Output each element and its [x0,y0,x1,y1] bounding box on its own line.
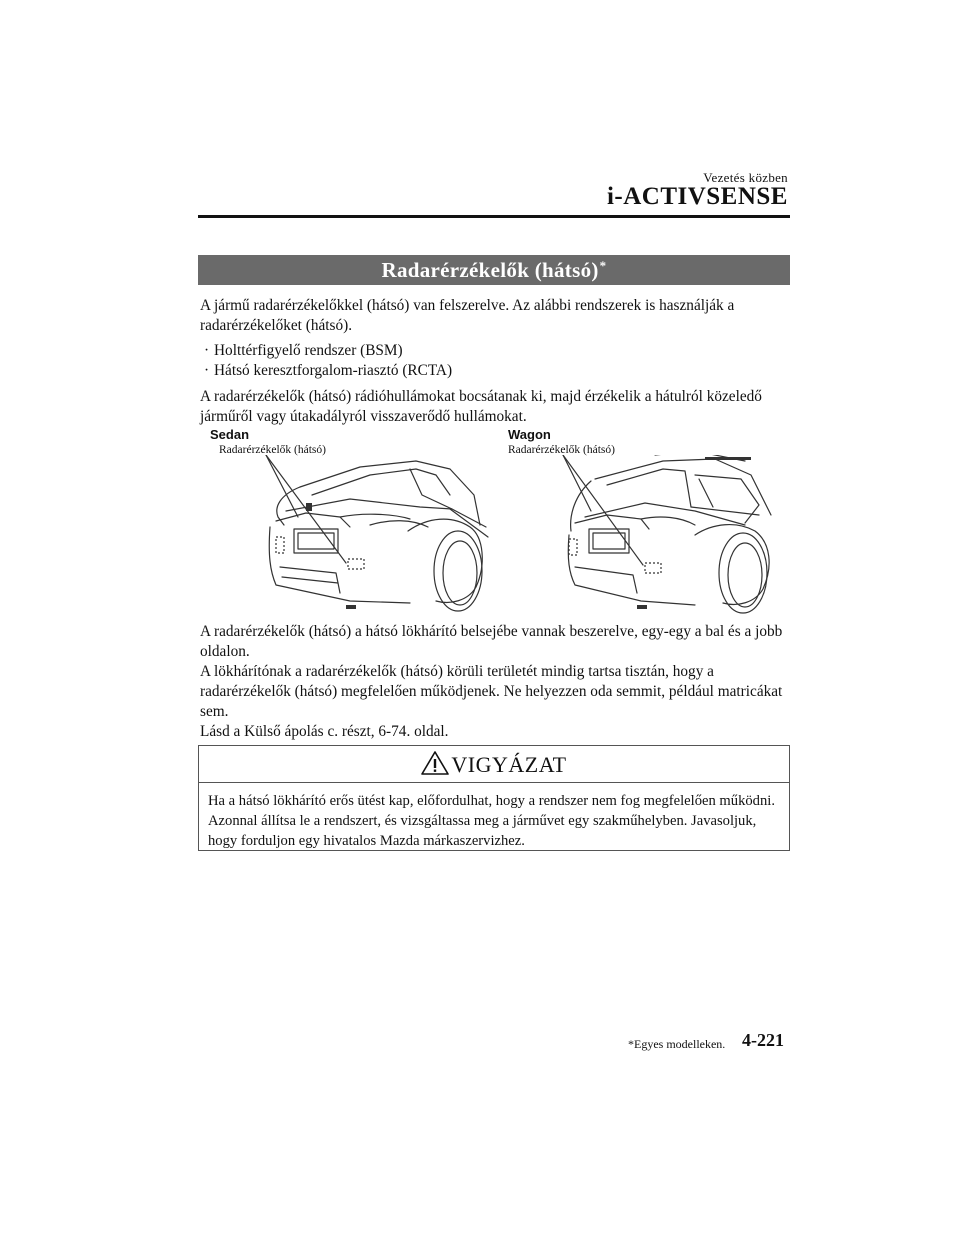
description-paragraph: A radarérzékelők (hátsó) rádióhullámokat bocsátanak ki, majd érzékelik a hátulról közeledő járműről vagy útakadályról visszaverődő hullámokat. [200,388,762,425]
installation-text: A radarérzékelők (hátsó) a hátsó lökhárító belsejébe vannak beszerelve, egy-egy a bal és a jobb oldalon. [200,623,783,660]
list-item-text: Holttérfigyelő rendszer (BSM) [214,342,403,359]
warning-triangle-icon [421,751,449,775]
chapter-title: i-ACTIVSENSE [606,183,788,210]
bullet-glyph: · [204,362,210,379]
footnote: *Egyes modelleken. [628,1037,726,1051]
intro-paragraph: A jármű radarérzékelőkkel (hátsó) van felszerelve. Az alábbi rendszerek is használják a radarérzékelőket (hátsó). [200,297,735,334]
callout-wagon-radar: Radarérzékelők (hátsó) [508,444,615,456]
sedan-rear-illustration [240,455,492,615]
figure-label-wagon: Wagon [508,427,551,442]
bullet-glyph: · [204,342,210,359]
cross-reference-text: Lásd a Külső ápolás c. részt, 6-74. oldal. [200,723,449,740]
section-title-banner [198,255,790,285]
running-head: Vezetés közben [703,170,788,185]
systems-list [204,341,452,381]
header-rule [198,215,790,218]
caution-box [198,745,790,851]
figure-label-sedan: Sedan [210,427,250,442]
maintenance-text: A lökhárítónak a radarérzékelők (hátsó) körüli területét mindig tartsa tisztán, hogy a radarérzékelők (hátsó) megfelelően működjenek. Ne helyezzen oda semmit, például matricákat sem. [200,663,783,720]
optional-equipment-asterisk: * [599,258,607,273]
callout-sedan-radar: Radarérzékelők (hátsó) [219,444,326,456]
caution-text: Ha a hátsó lökhárító erős ütést kap, előfordulhat, hogy a rendszer nem fog megfelelően működni. Azonnal állítsa le a rendszert, és vizsgáltassa meg a járművet egy szakműhelyben. Javasoljuk, hogy forduljon egy hivatalos Mazda márkaszervizhez. [208,793,775,849]
section-title: Radarérzékelők (hátsó) [381,258,599,282]
caution-header [199,746,789,783]
list-item [204,341,452,361]
caution-title: VIGYÁZAT [451,752,567,777]
installation-paragraphs [200,622,790,742]
list-item [204,361,452,381]
list-item-text: Hátsó keresztforgalom-riasztó (RCTA) [214,362,453,379]
wagon-rear-illustration [545,455,777,615]
page-number: 4-221 [742,1030,784,1050]
